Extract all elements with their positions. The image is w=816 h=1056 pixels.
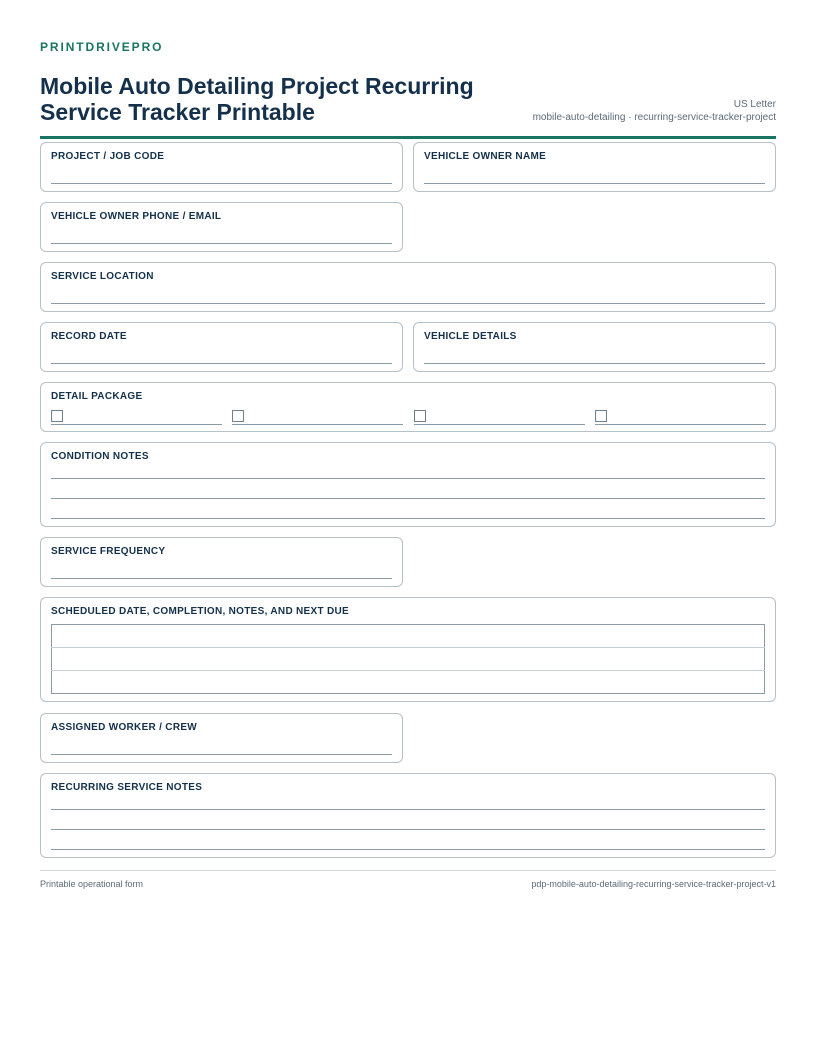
checkbox-icon[interactable] [51,410,63,422]
detail-package-field [40,382,776,432]
service-frequency-label: SERVICE FREQUENCY [51,546,166,557]
form-meta [533,98,776,124]
recurring-notes-line[interactable] [51,809,765,810]
assigned-worker-line[interactable] [51,754,392,755]
brand-name: PRINTDRIVEPRO [40,40,164,54]
table-row[interactable] [52,625,765,648]
record-date-line[interactable] [51,363,392,364]
recurring-notes-label: RECURRING SERVICE NOTES [51,782,203,793]
project-code-field[interactable] [40,142,403,192]
owner-name-label: VEHICLE OWNER NAME [424,151,547,162]
owner-contact-line[interactable] [51,243,392,244]
vehicle-details-label: VEHICLE DETAILS [424,331,517,342]
condition-notes-label: CONDITION NOTES [51,451,149,462]
project-code-line[interactable] [51,183,392,184]
service-location-field[interactable] [40,262,776,312]
footer-form-id: pdp-mobile-auto-detailing-recurring-service-tracker-project-v1 [531,879,776,889]
recurring-notes-field[interactable] [40,773,776,858]
record-date-field[interactable] [40,322,403,372]
form-footer [40,870,776,889]
owner-contact-field[interactable] [40,202,403,252]
schedule-table-section [40,597,776,702]
checkbox-icon[interactable] [595,410,607,422]
project-code-label: PROJECT / JOB CODE [51,151,165,162]
service-location-label: SERVICE LOCATION [51,271,154,282]
recurring-notes-line[interactable] [51,829,765,830]
form-page [40,40,776,139]
form-header [40,54,776,139]
service-location-line[interactable] [51,303,765,304]
condition-notes-line[interactable] [51,478,765,479]
vehicle-details-field[interactable] [413,322,776,372]
condition-notes-line[interactable] [51,518,765,519]
table-cell[interactable] [52,671,765,694]
checkbox-icon[interactable] [232,410,244,422]
schedule-table [51,624,765,694]
table-cell[interactable] [52,625,765,648]
table-cell[interactable] [52,648,765,671]
table-row[interactable] [52,671,765,694]
form-slug: mobile-auto-detailing · recurring-service-tracker-project [532,112,776,123]
owner-contact-label: VEHICLE OWNER PHONE / EMAIL [51,211,222,222]
checkbox-icon[interactable] [414,410,426,422]
service-frequency-line[interactable] [51,578,392,579]
vehicle-details-line[interactable] [424,363,765,364]
owner-name-line[interactable] [424,183,765,184]
service-frequency-field[interactable] [40,537,403,587]
footer-left-text: Printable operational form [40,879,144,889]
schedule-table-label: SCHEDULED DATE, COMPLETION, NOTES, AND NEXT DUE [51,606,350,617]
recurring-notes-line[interactable] [51,849,765,850]
assigned-worker-field[interactable] [40,713,403,763]
package-option-3[interactable] [414,409,585,425]
detail-package-label: DETAIL PACKAGE [51,391,143,402]
table-row[interactable] [52,648,765,671]
form-title: Mobile Auto Detailing Project Recurring Service Tracker Printable [40,73,474,125]
assigned-worker-label: ASSIGNED WORKER / CREW [51,722,198,733]
record-date-label: RECORD DATE [51,331,127,342]
condition-notes-line[interactable] [51,498,765,499]
package-option-4[interactable] [595,409,766,425]
owner-name-field[interactable] [413,142,776,192]
package-option-1[interactable] [51,409,222,425]
package-option-2[interactable] [232,409,403,425]
paper-size: US Letter [733,99,776,110]
condition-notes-field[interactable] [40,442,776,527]
